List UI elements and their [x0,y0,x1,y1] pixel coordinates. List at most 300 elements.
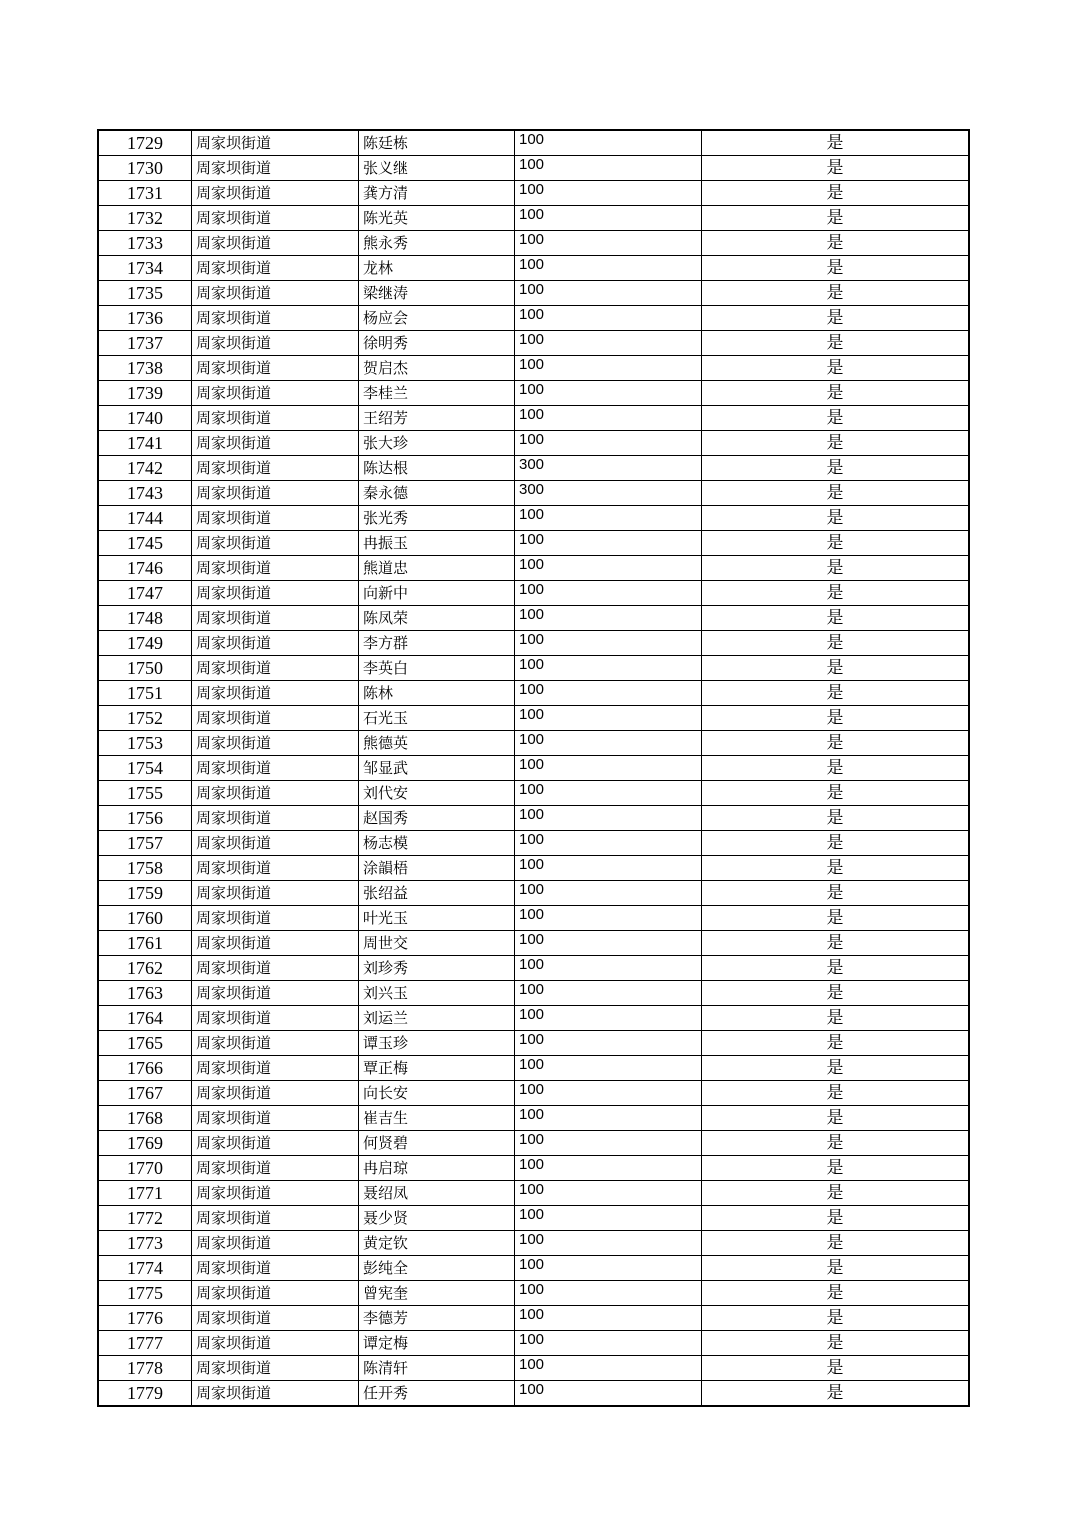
status-cell: 是 [702,1306,970,1331]
table-row [98,1056,969,1081]
amount-cell: 100 [515,406,702,431]
amount-cell: 100 [515,1306,702,1331]
row-number-cell: 1742 [98,456,192,481]
table-row [98,556,969,581]
person-name-cell: 熊德英 [359,731,515,756]
row-number-cell: 1763 [98,981,192,1006]
table-row [98,581,969,606]
status-cell: 是 [702,156,970,181]
status-cell: 是 [702,881,970,906]
status-cell: 是 [702,656,970,681]
status-cell: 是 [702,756,970,781]
amount-cell: 100 [515,656,702,681]
person-name-cell: 龙林 [359,256,515,281]
amount-cell: 100 [515,381,702,406]
amount-cell: 100 [515,1081,702,1106]
table-row [98,231,969,256]
person-name-cell: 陈凤荣 [359,606,515,631]
street-cell: 周家坝街道 [192,806,359,831]
table-row [98,1106,969,1131]
street-cell: 周家坝街道 [192,781,359,806]
row-number-cell: 1779 [98,1381,192,1407]
table-row [98,1306,969,1331]
amount-cell: 100 [515,1281,702,1306]
person-name-cell: 刘珍秀 [359,956,515,981]
row-number-cell: 1738 [98,356,192,381]
street-cell: 周家坝街道 [192,981,359,1006]
table-row [98,856,969,881]
person-name-cell: 刘代安 [359,781,515,806]
status-cell: 是 [702,256,970,281]
table-row [98,506,969,531]
table-row [98,381,969,406]
status-cell: 是 [702,206,970,231]
row-number-cell: 1748 [98,606,192,631]
row-number-cell: 1752 [98,706,192,731]
table-row [98,156,969,181]
amount-cell: 100 [515,956,702,981]
person-name-cell: 陈林 [359,681,515,706]
status-cell: 是 [702,981,970,1006]
status-cell: 是 [702,381,970,406]
street-cell: 周家坝街道 [192,656,359,681]
row-number-cell: 1768 [98,1106,192,1131]
status-cell: 是 [702,706,970,731]
person-name-cell: 冉振玉 [359,531,515,556]
street-cell: 周家坝街道 [192,456,359,481]
person-name-cell: 谭玉珍 [359,1031,515,1056]
status-cell: 是 [702,956,970,981]
row-number-cell: 1733 [98,231,192,256]
amount-cell: 100 [515,1106,702,1131]
table-row [98,1081,969,1106]
amount-cell: 100 [515,1231,702,1256]
table-row [98,706,969,731]
row-number-cell: 1776 [98,1306,192,1331]
table-row [98,606,969,631]
person-name-cell: 贺启杰 [359,356,515,381]
status-cell: 是 [702,1156,970,1181]
person-name-cell: 陈达根 [359,456,515,481]
street-cell: 周家坝街道 [192,1381,359,1407]
table-row [98,631,969,656]
person-name-cell: 石光玉 [359,706,515,731]
table-row [98,1281,969,1306]
table-row [98,356,969,381]
row-number-cell: 1734 [98,256,192,281]
row-number-cell: 1741 [98,431,192,456]
amount-cell: 100 [515,206,702,231]
street-cell: 周家坝街道 [192,306,359,331]
row-number-cell: 1760 [98,906,192,931]
person-name-cell: 张义继 [359,156,515,181]
street-cell: 周家坝街道 [192,531,359,556]
status-cell: 是 [702,331,970,356]
amount-cell: 100 [515,756,702,781]
row-number-cell: 1739 [98,381,192,406]
person-name-cell: 何贤碧 [359,1131,515,1156]
amount-cell: 300 [515,456,702,481]
amount-cell: 100 [515,781,702,806]
street-cell: 周家坝街道 [192,1156,359,1181]
table-row [98,656,969,681]
status-cell: 是 [702,181,970,206]
street-cell: 周家坝街道 [192,556,359,581]
table-row [98,331,969,356]
row-number-cell: 1764 [98,1006,192,1031]
person-name-cell: 杨应会 [359,306,515,331]
street-cell: 周家坝街道 [192,1331,359,1356]
street-cell: 周家坝街道 [192,130,359,156]
street-cell: 周家坝街道 [192,1106,359,1131]
row-number-cell: 1745 [98,531,192,556]
status-cell: 是 [702,681,970,706]
street-cell: 周家坝街道 [192,331,359,356]
amount-cell: 100 [515,156,702,181]
person-name-cell: 刘运兰 [359,1006,515,1031]
table-row [98,406,969,431]
table-row [98,431,969,456]
table-row [98,1381,969,1407]
table-row [98,1181,969,1206]
row-number-cell: 1746 [98,556,192,581]
row-number-cell: 1754 [98,756,192,781]
street-cell: 周家坝街道 [192,256,359,281]
amount-cell: 100 [515,731,702,756]
street-cell: 周家坝街道 [192,1306,359,1331]
person-name-cell: 曾宪奎 [359,1281,515,1306]
street-cell: 周家坝街道 [192,1056,359,1081]
row-number-cell: 1743 [98,481,192,506]
table-row [98,1206,969,1231]
row-number-cell: 1749 [98,631,192,656]
person-name-cell: 冉启琼 [359,1156,515,1181]
street-cell: 周家坝街道 [192,1031,359,1056]
person-name-cell: 熊道忠 [359,556,515,581]
status-cell: 是 [702,1256,970,1281]
amount-cell: 100 [515,706,702,731]
person-name-cell: 刘兴玉 [359,981,515,1006]
row-number-cell: 1773 [98,1231,192,1256]
status-cell: 是 [702,356,970,381]
status-cell: 是 [702,1006,970,1031]
table-row [98,906,969,931]
row-number-cell: 1775 [98,1281,192,1306]
person-name-cell: 李方群 [359,631,515,656]
row-number-cell: 1750 [98,656,192,681]
status-cell: 是 [702,606,970,631]
status-cell: 是 [702,1056,970,1081]
status-cell: 是 [702,556,970,581]
street-cell: 周家坝街道 [192,1131,359,1156]
row-number-cell: 1756 [98,806,192,831]
amount-cell: 300 [515,481,702,506]
amount-cell: 100 [515,906,702,931]
street-cell: 周家坝街道 [192,1356,359,1381]
row-number-cell: 1736 [98,306,192,331]
status-cell: 是 [702,1106,970,1131]
street-cell: 周家坝街道 [192,931,359,956]
row-number-cell: 1767 [98,1081,192,1106]
person-name-cell: 周世交 [359,931,515,956]
table-row [98,281,969,306]
amount-cell: 100 [515,681,702,706]
amount-cell: 100 [515,306,702,331]
row-number-cell: 1751 [98,681,192,706]
table-row [98,456,969,481]
row-number-cell: 1731 [98,181,192,206]
status-cell: 是 [702,531,970,556]
person-name-cell: 赵国秀 [359,806,515,831]
street-cell: 周家坝街道 [192,906,359,931]
status-cell: 是 [702,281,970,306]
data-table [97,129,970,1407]
amount-cell: 100 [515,331,702,356]
person-name-cell: 涂韻梧 [359,856,515,881]
person-name-cell: 崔吉生 [359,1106,515,1131]
amount-cell: 100 [515,981,702,1006]
table-row [98,981,969,1006]
table-row [98,956,969,981]
amount-cell: 100 [515,1131,702,1156]
status-cell: 是 [702,781,970,806]
table-row [98,1131,969,1156]
street-cell: 周家坝街道 [192,631,359,656]
table-row [98,306,969,331]
amount-cell: 100 [515,1181,702,1206]
row-number-cell: 1755 [98,781,192,806]
person-name-cell: 张大珍 [359,431,515,456]
table-row [98,731,969,756]
person-name-cell: 张光秀 [359,506,515,531]
person-name-cell: 徐明秀 [359,331,515,356]
row-number-cell: 1774 [98,1256,192,1281]
person-name-cell: 陈清轩 [359,1356,515,1381]
person-name-cell: 梁继涛 [359,281,515,306]
amount-cell: 100 [515,256,702,281]
table-row [98,831,969,856]
status-cell: 是 [702,1181,970,1206]
street-cell: 周家坝街道 [192,481,359,506]
table-row [98,756,969,781]
row-number-cell: 1744 [98,506,192,531]
table-body [98,130,969,1406]
street-cell: 周家坝街道 [192,581,359,606]
amount-cell: 100 [515,431,702,456]
person-name-cell: 陈廷栋 [359,130,515,156]
person-name-cell: 王绍芳 [359,406,515,431]
street-cell: 周家坝街道 [192,1081,359,1106]
table-row [98,681,969,706]
amount-cell: 100 [515,1031,702,1056]
person-name-cell: 任开秀 [359,1381,515,1407]
status-cell: 是 [702,731,970,756]
table-row [98,206,969,231]
row-number-cell: 1730 [98,156,192,181]
person-name-cell: 向新中 [359,581,515,606]
row-number-cell: 1771 [98,1181,192,1206]
table-row [98,1331,969,1356]
person-name-cell: 杨志模 [359,831,515,856]
table-row [98,881,969,906]
row-number-cell: 1737 [98,331,192,356]
amount-cell: 100 [515,181,702,206]
person-name-cell: 李英白 [359,656,515,681]
status-cell: 是 [702,1281,970,1306]
row-number-cell: 1778 [98,1356,192,1381]
person-name-cell: 彭纯全 [359,1256,515,1281]
status-cell: 是 [702,506,970,531]
amount-cell: 100 [515,506,702,531]
amount-cell: 100 [515,130,702,156]
amount-cell: 100 [515,881,702,906]
table-row [98,181,969,206]
street-cell: 周家坝街道 [192,431,359,456]
row-number-cell: 1772 [98,1206,192,1231]
person-name-cell: 李德芳 [359,1306,515,1331]
status-cell: 是 [702,1081,970,1106]
street-cell: 周家坝街道 [192,156,359,181]
person-name-cell: 熊永秀 [359,231,515,256]
street-cell: 周家坝街道 [192,406,359,431]
row-number-cell: 1732 [98,206,192,231]
street-cell: 周家坝街道 [192,231,359,256]
table-row [98,1356,969,1381]
status-cell: 是 [702,806,970,831]
amount-cell: 100 [515,356,702,381]
street-cell: 周家坝街道 [192,956,359,981]
amount-cell: 100 [515,281,702,306]
row-number-cell: 1770 [98,1156,192,1181]
table-row [98,1231,969,1256]
street-cell: 周家坝街道 [192,206,359,231]
amount-cell: 100 [515,1056,702,1081]
amount-cell: 100 [515,531,702,556]
status-cell: 是 [702,1131,970,1156]
amount-cell: 100 [515,856,702,881]
status-cell: 是 [702,1031,970,1056]
street-cell: 周家坝街道 [192,281,359,306]
status-cell: 是 [702,631,970,656]
table-row [98,256,969,281]
table-row [98,781,969,806]
amount-cell: 100 [515,631,702,656]
amount-cell: 100 [515,231,702,256]
table-row [98,806,969,831]
row-number-cell: 1747 [98,581,192,606]
street-cell: 周家坝街道 [192,1181,359,1206]
status-cell: 是 [702,1206,970,1231]
street-cell: 周家坝街道 [192,1281,359,1306]
street-cell: 周家坝街道 [192,356,359,381]
status-cell: 是 [702,406,970,431]
person-name-cell: 李桂兰 [359,381,515,406]
status-cell: 是 [702,431,970,456]
table-row [98,1256,969,1281]
street-cell: 周家坝街道 [192,706,359,731]
table-row [98,1156,969,1181]
amount-cell: 100 [515,556,702,581]
amount-cell: 100 [515,1006,702,1031]
person-name-cell: 叶光玉 [359,906,515,931]
street-cell: 周家坝街道 [192,606,359,631]
street-cell: 周家坝街道 [192,856,359,881]
person-name-cell: 向长安 [359,1081,515,1106]
table-row [98,481,969,506]
person-name-cell: 黄定钦 [359,1231,515,1256]
street-cell: 周家坝街道 [192,831,359,856]
street-cell: 周家坝街道 [192,756,359,781]
amount-cell: 100 [515,806,702,831]
row-number-cell: 1729 [98,130,192,156]
status-cell: 是 [702,481,970,506]
street-cell: 周家坝街道 [192,681,359,706]
person-name-cell: 陈光英 [359,206,515,231]
person-name-cell: 张绍益 [359,881,515,906]
row-number-cell: 1762 [98,956,192,981]
amount-cell: 100 [515,1381,702,1407]
person-name-cell: 秦永德 [359,481,515,506]
person-name-cell: 龚方清 [359,181,515,206]
amount-cell: 100 [515,581,702,606]
status-cell: 是 [702,1381,970,1407]
status-cell: 是 [702,856,970,881]
amount-cell: 100 [515,831,702,856]
status-cell: 是 [702,1231,970,1256]
person-name-cell: 谭定梅 [359,1331,515,1356]
amount-cell: 100 [515,931,702,956]
person-name-cell: 覃正梅 [359,1056,515,1081]
status-cell: 是 [702,931,970,956]
amount-cell: 100 [515,1331,702,1356]
status-cell: 是 [702,456,970,481]
row-number-cell: 1766 [98,1056,192,1081]
street-cell: 周家坝街道 [192,1206,359,1231]
street-cell: 周家坝街道 [192,1256,359,1281]
table-row [98,130,969,156]
status-cell: 是 [702,1331,970,1356]
row-number-cell: 1753 [98,731,192,756]
street-cell: 周家坝街道 [192,881,359,906]
amount-cell: 100 [515,1206,702,1231]
row-number-cell: 1735 [98,281,192,306]
status-cell: 是 [702,906,970,931]
status-cell: 是 [702,581,970,606]
amount-cell: 100 [515,1356,702,1381]
table-row [98,531,969,556]
table-row [98,931,969,956]
table-row [98,1006,969,1031]
status-cell: 是 [702,306,970,331]
person-name-cell: 聂少贤 [359,1206,515,1231]
table-row [98,1031,969,1056]
row-number-cell: 1777 [98,1331,192,1356]
street-cell: 周家坝街道 [192,381,359,406]
row-number-cell: 1761 [98,931,192,956]
row-number-cell: 1759 [98,881,192,906]
row-number-cell: 1765 [98,1031,192,1056]
status-cell: 是 [702,231,970,256]
street-cell: 周家坝街道 [192,1006,359,1031]
row-number-cell: 1758 [98,856,192,881]
amount-cell: 100 [515,1156,702,1181]
status-cell: 是 [702,1356,970,1381]
row-number-cell: 1757 [98,831,192,856]
row-number-cell: 1740 [98,406,192,431]
street-cell: 周家坝街道 [192,506,359,531]
street-cell: 周家坝街道 [192,731,359,756]
row-number-cell: 1769 [98,1131,192,1156]
